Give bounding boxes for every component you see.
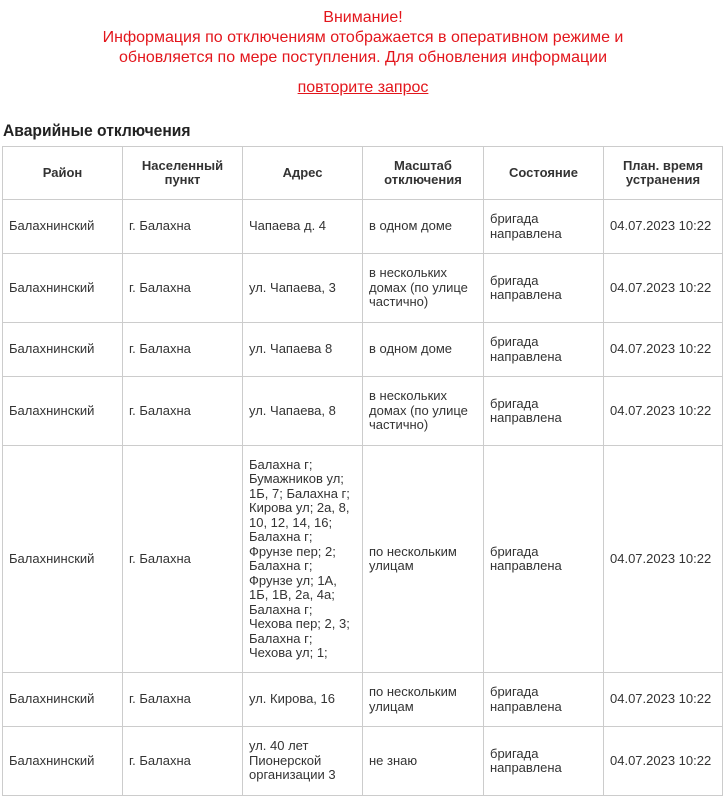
cell-settlement: г. Балахна	[123, 254, 243, 323]
cell-district: Балахнинский	[3, 200, 123, 254]
cell-eta: 04.07.2023 10:22	[604, 200, 723, 254]
cell-eta: 04.07.2023 10:22	[604, 323, 723, 377]
table-row	[3, 200, 723, 254]
retry-request-link[interactable]: повторите запрос	[297, 79, 429, 96]
cell-scale: в нескольких домах (по улице частично)	[363, 254, 484, 323]
cell-scale: по нескольким улицам	[363, 673, 484, 727]
cell-address: Чапаева д. 4	[243, 200, 363, 254]
column-header-address: Адрес	[243, 147, 363, 200]
cell-address: ул. Кирова, 16	[243, 673, 363, 727]
cell-eta: 04.07.2023 10:22	[604, 673, 723, 727]
cell-settlement: г. Балахна	[123, 727, 243, 796]
cell-eta: 04.07.2023 10:22	[604, 446, 723, 673]
cell-status: бригада направлена	[484, 323, 604, 377]
cell-status: бригада направлена	[484, 377, 604, 446]
cell-scale: по нескольким улицам	[363, 446, 484, 673]
outages-table	[2, 146, 723, 796]
column-header-scale: Масштаб отключения	[363, 147, 484, 200]
table-row	[3, 673, 723, 727]
cell-status: бригада направлена	[484, 200, 604, 254]
cell-status: бригада направлена	[484, 446, 604, 673]
table-row	[3, 254, 723, 323]
column-header-district: Район	[3, 147, 123, 200]
notice-text-line-2: обновляется по мере поступления. Для обновления информации	[119, 49, 607, 66]
cell-district: Балахнинский	[3, 323, 123, 377]
cell-district: Балахнинский	[3, 377, 123, 446]
cell-district: Балахнинский	[3, 727, 123, 796]
cell-district: Балахнинский	[3, 446, 123, 673]
table-row	[3, 323, 723, 377]
cell-scale: в одном доме	[363, 200, 484, 254]
cell-eta: 04.07.2023 10:22	[604, 377, 723, 446]
cell-address: ул. Чапаева, 3	[243, 254, 363, 323]
column-header-status: Состояние	[484, 147, 604, 200]
table-row	[3, 727, 723, 796]
cell-scale: в нескольких домах (по улице частично)	[363, 377, 484, 446]
cell-status: бригада направлена	[484, 673, 604, 727]
cell-settlement: г. Балахна	[123, 323, 243, 377]
cell-address: ул. 40 лет Пионерской организации 3	[243, 727, 363, 796]
cell-settlement: г. Балахна	[123, 377, 243, 446]
cell-address: ул. Чапаева, 8	[243, 377, 363, 446]
table-header-row	[3, 147, 723, 200]
cell-eta: 04.07.2023 10:22	[604, 727, 723, 796]
table-row	[3, 377, 723, 446]
cell-scale: в одном доме	[363, 323, 484, 377]
section-title: Аварийные отключения	[3, 121, 191, 140]
cell-settlement: г. Балахна	[123, 673, 243, 727]
column-header-eta: План. время устранения	[604, 147, 723, 200]
outage-notice	[0, 0, 726, 98]
cell-district: Балахнинский	[3, 254, 123, 323]
notice-text-line-1: Информация по отключениям отображается в оперативном режиме и	[102, 29, 624, 46]
cell-settlement: г. Балахна	[123, 200, 243, 254]
cell-district: Балахнинский	[3, 673, 123, 727]
cell-address: ул. Чапаева 8	[243, 323, 363, 377]
table-row	[3, 446, 723, 673]
cell-scale: не знаю	[363, 727, 484, 796]
cell-eta: 04.07.2023 10:22	[604, 254, 723, 323]
cell-status: бригада направлена	[484, 727, 604, 796]
cell-settlement: г. Балахна	[123, 446, 243, 673]
cell-status: бригада направлена	[484, 254, 604, 323]
cell-address: Балахна г; Бумажников ул; 1Б, 7; Балахна г; Кирова ул; 2а, 8, 10, 12, 14, 16; Балахна г; Фрунзе пер; 2; Балахна г; Фрунзе ул; 1А, 1Б, 1В, 2а, 4а; Балахна г; Чехова пер; 2, 3; Балахна г; Чехова ул; 1;	[243, 446, 363, 673]
notice-title: Внимание!	[323, 9, 403, 26]
column-header-settlement: Населенный пункт	[123, 147, 243, 200]
